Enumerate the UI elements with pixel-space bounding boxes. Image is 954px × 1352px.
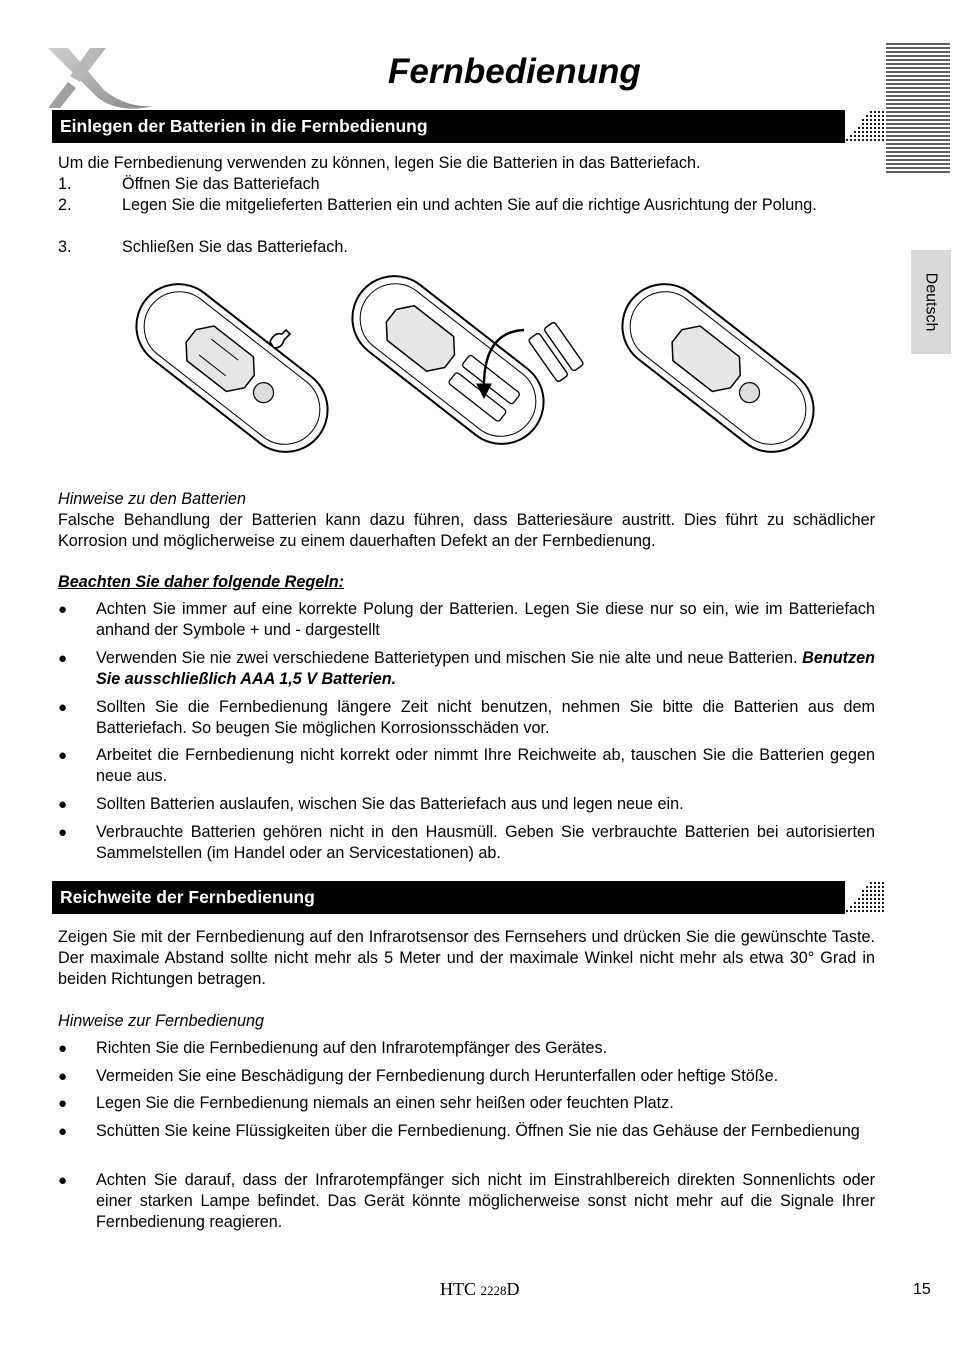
list-item: Sollten Batterien auslaufen, wischen Sie das Batteriefach aus und legen neue ein. [96, 795, 684, 813]
dot-pattern-icon [845, 881, 885, 914]
language-tab-label: Deutsch [922, 272, 940, 332]
footer-model [440, 1279, 520, 1301]
list-item [96, 648, 875, 690]
model-suffix: D [506, 1279, 520, 1299]
section-heading-text: Einlegen der Batterien in die Fernbedienung [60, 116, 428, 136]
bullet-dot-icon: ● [58, 1172, 68, 1189]
list-item: Schütten Sie keine Flüssigkeiten über die Fernbedienung. Öffnen Sie nie das Gehäuse der Fernbedienung [96, 1122, 860, 1140]
step-text: Schließen Sie das Batteriefach. [122, 238, 348, 256]
step-number: 2. [58, 196, 72, 214]
bullet-dot-icon: ● [58, 1095, 68, 1112]
bullet-dot-icon: ● [58, 650, 68, 667]
stripe-pattern-icon [886, 42, 950, 174]
step-item [58, 237, 875, 258]
step-text: Legen Sie die mitgelieferten Batterien ein und achten Sie auf die richtige Ausrichtung der Polung. [122, 196, 817, 214]
list-item: Sollten Sie die Fernbedienung längere Zeit nicht benutzen, nehmen Sie bitte die Batterien aus dem Batteriefach. So beugen Sie möglichen Korrosionsschäden vor. [96, 698, 875, 737]
dot-pattern-icon [845, 110, 885, 143]
section-heading-batteries [52, 110, 885, 143]
bullet-dot-icon: ● [58, 747, 68, 764]
brand-x-logo-icon [46, 42, 156, 112]
model-prefix: HTC [440, 1279, 481, 1299]
bullet-dot-icon: ● [58, 1123, 68, 1140]
list-item: Legen Sie die Fernbedienung niemals an einen sehr heißen oder feuchten Platz. [96, 1094, 674, 1112]
section-heading-text: Reichweite der Fernbedienung [60, 887, 315, 907]
language-tab [911, 250, 951, 354]
page-title: Fernbedienung [388, 52, 641, 91]
notes-title: Hinweise zur Fernbedienung [58, 1012, 265, 1030]
list-item: Achten Sie darauf, dass der Infrarotempfänger sich nicht im Einstrahlbereich direkten Sonnenlichts oder einer starken Lampe befindet. Das Gerät könnte möglicherweise sonst nicht mehr auf die Signale Ihrer Fernbedienung reagieren. [96, 1171, 875, 1231]
intro-text: Um die Fernbedienung verwenden zu können, legen Sie die Batterien in das Batteriefach. [58, 154, 701, 172]
section-heading-range [52, 881, 885, 914]
step-item [58, 174, 875, 195]
bullet-dot-icon: ● [58, 824, 68, 841]
list-item: Arbeitet die Fernbedienung nicht korrekt oder nimmt Ihre Reichweite ab, tauschen Sie die Batterien gegen neue aus. [96, 746, 875, 785]
rules-title: Beachten Sie daher folgende Regeln: [58, 573, 345, 591]
range-text: Zeigen Sie mit der Fernbedienung auf den Infrarotsensor des Fernsehers und drücken Sie die gewünschte Taste. Der maximale Abstand sollte nicht mehr als 5 Meter und der maximale Winkel nicht mehr als etwa 30° Grad in beiden Richtungen betragen. [58, 928, 875, 988]
notes-title: Hinweise zu den Batterien [58, 490, 247, 508]
bullet-dot-icon: ● [58, 699, 68, 716]
list-item-emphasis: Benutzen Sie ausschließlich AAA 1,5 V Batterien. [96, 649, 875, 688]
notes-text: Falsche Behandlung der Batterien kann dazu führen, dass Batteriesäure austritt. Dies führt zu schädlicher Korrosion und möglicherweise zu einem dauerhaften Defekt an der Fernbedienung. [58, 511, 875, 550]
bullet-dot-icon: ● [58, 1040, 68, 1057]
bullet-dot-icon: ● [58, 1068, 68, 1085]
step-number: 1. [58, 175, 72, 193]
step-text: Öffnen Sie das Batteriefach [122, 175, 320, 193]
model-number: 2228 [480, 1283, 507, 1298]
list-item: Verbrauchte Batterien gehören nicht in den Hausmüll. Geben Sie verbrauchte Batterien bei autorisierten Sammelstellen (im Handel oder an Servicestationen) ab. [96, 823, 875, 862]
list-item: Vermeiden Sie eine Beschädigung der Fernbedienung durch Herunterfallen oder heftige Stöße. [96, 1067, 779, 1085]
bullet-dot-icon: ● [58, 601, 68, 618]
list-item: Richten Sie die Fernbedienung auf den Infrarotempfänger des Gerätes. [96, 1039, 608, 1057]
list-item: Achten Sie immer auf eine korrekte Polung der Batterien. Legen Sie diese nur so ein, wie im Batteriefach anhand der Symbole + und - dargestellt [96, 600, 875, 639]
bullet-dot-icon: ● [58, 796, 68, 813]
step-item [58, 195, 875, 237]
page-number: 15 [913, 1281, 931, 1298]
list-item-text: Verwenden Sie nie zwei verschiedene Batterietypen und mischen Sie nie alte und neue Batterien. [96, 649, 798, 667]
step-number: 3. [58, 238, 72, 256]
remote-battery-illustration-icon [120, 268, 832, 472]
